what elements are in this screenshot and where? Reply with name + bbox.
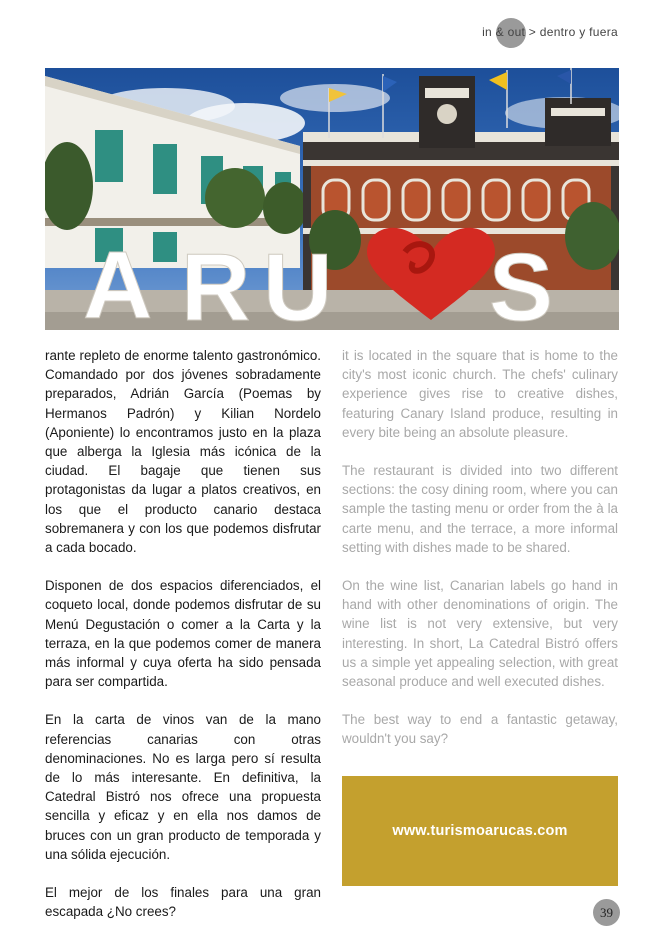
english-paragraph: The restaurant is divided into two different sections: the cosy dining room, where you can sample the tasting menu or order from the à la carte menu, and the terrace, a more informal setting with dishes made to be shared. xyxy=(342,463,618,555)
english-paragraph: it is located in the square that is home to the city's most iconic church. The chefs' culinary experience gives rise to creative dishes, featuring Canary Island produce, resulting in every bite being an absolute pleasure. xyxy=(342,348,618,440)
english-paragraph: On the wine list, Canarian labels go hand in hand with other denominations of origin. The wine list is not very extensive, but very interesting. In short, La Catedral Bistró offers us a simple yet appealing selection, with great seasonal produce and well executed dishes. xyxy=(342,578,618,690)
arucas-plaza-photo xyxy=(45,68,619,330)
english-paragraph: The best way to end a fantastic getaway, wouldn't you say? xyxy=(342,712,618,747)
sign-letter-u: U xyxy=(263,234,333,330)
page-number: 39 xyxy=(600,904,613,920)
section-header xyxy=(418,18,618,48)
tourism-website-banner xyxy=(342,776,618,886)
sign-letter-s: S xyxy=(489,234,554,330)
spanish-text-column xyxy=(45,346,321,940)
spanish-paragraph: El mejor de los finales para una gran escapada ¿No crees? xyxy=(45,885,321,920)
spanish-paragraph: En la carta de vinos van de la mano referencias canarias con otras denominaciones. No es larga pero sí resulta de lo más interesante. En definitiva, la Catedral Bistró nos ofrece una propuesta sencilla y eficaz y en ella nos damos de bruces con un gran producto de temporada y una sólida ejecución. xyxy=(45,712,321,862)
sign-letter-r: R xyxy=(181,234,251,330)
sign-letter-a: A xyxy=(83,232,153,330)
tourism-website-link[interactable]: www.turismoarucas.com xyxy=(392,823,568,839)
spanish-paragraph: rante repleto de enorme talento gastronómico. Comandado por dos jóvenes sobradamente preparados, Adrián García (Poemas by Hermanos Padrón) y Kilian Nordelo (Aponiente) lo encontramos justo en la plaza que alberga la Iglesia más icónica de la ciudad. El bagaje que tienen sus protagonistas da lugar a platos creativos, en los que el producto canario destaca sobremanera y con los que podemos disfrutar a cada bocado. xyxy=(45,348,321,556)
page-number-badge xyxy=(593,899,620,926)
section-title: in & out > dentro y fuera xyxy=(482,25,618,39)
english-text-column xyxy=(342,346,618,768)
spanish-paragraph: Disponen de dos espacios diferenciados, el coqueto local, donde podemos disfrutar de su Menú Degustación o comer a la Carta y la terraza, en la que podemos comer de manera más informal y cuya oferta ha sido pensada para ser compartida. xyxy=(45,578,321,690)
